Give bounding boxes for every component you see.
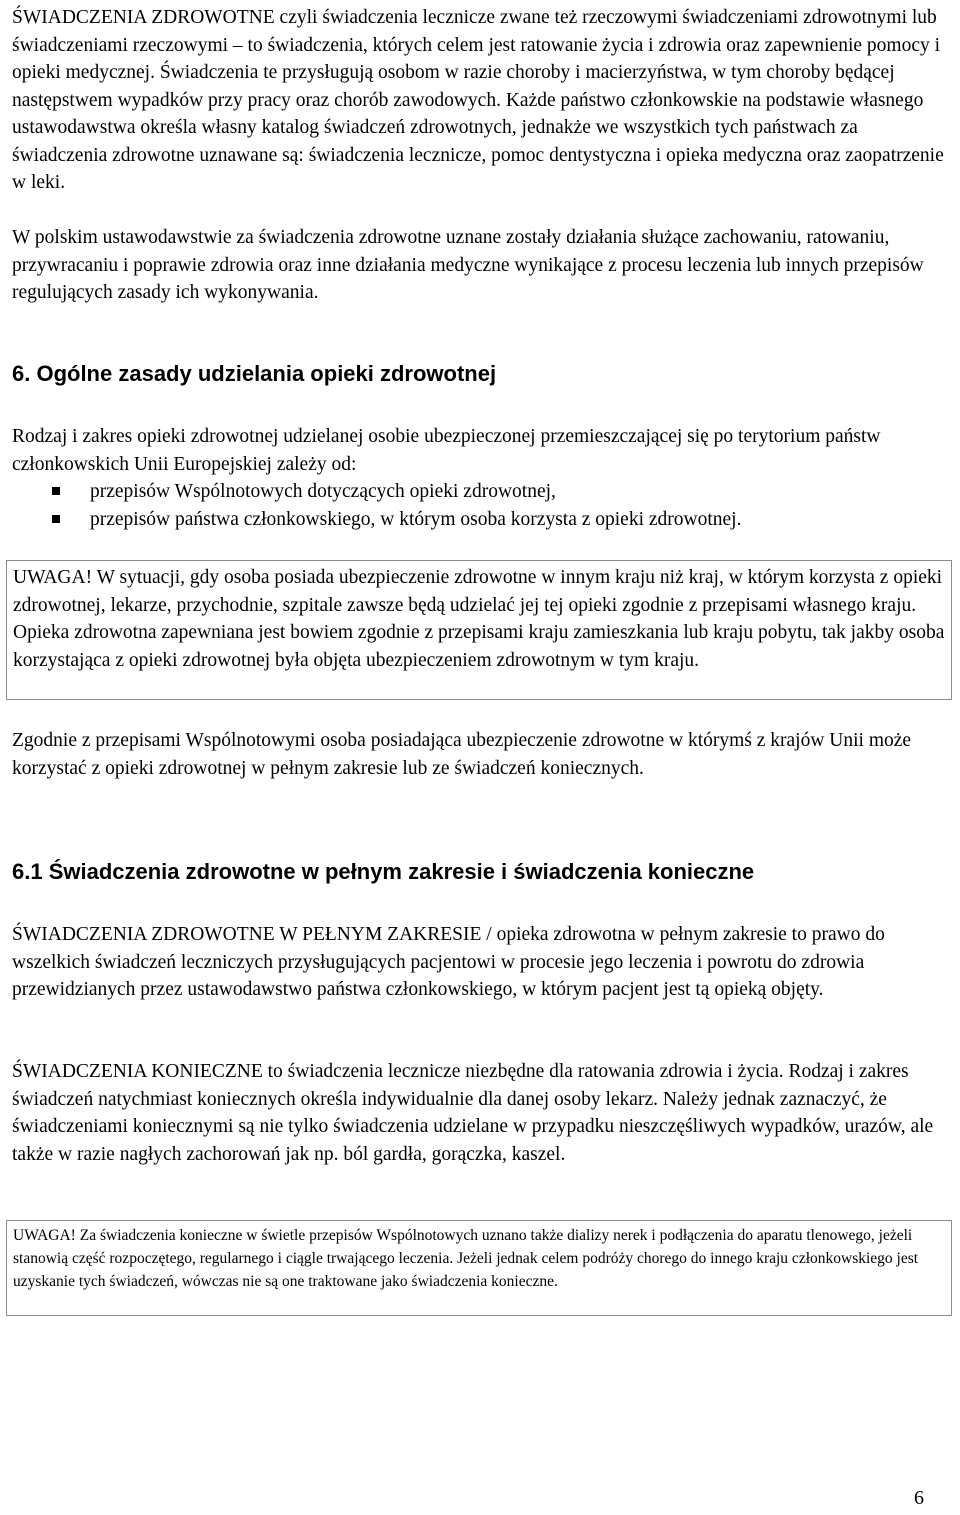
paragraph-necessary-benefits: ŚWIADCZENIA KONIECZNE to świadczenia lecznicze niezbędne dla ratowania zdrowia i życia. Rodzaj i zakres świadczeń natychmiast koniecznych określa indywidualnie dla danej osoby lekarz. Należy jednak zaznaczyć, że świadczeniami koniecznymi są nie tylko świadczenia udzielane w przypadku nieszczęśliwych wypadków, urazów, ale także w razie nagłych zachorowań jak np. ból gardła, gorączka, kaszel. [12,1061,934,1165]
list-item [12,478,948,506]
paragraph-community-rules: Zgodnie z przepisami Wspólnotowymi osoba posiadająca ubezpieczenie zdrowotne w którymś z krajów Unii może korzystać z opieki zdrowotnej w pełnym zakresie lub ze świadczeń koniecznych. [12,730,912,779]
note-box-1 [6,560,952,700]
note-box-2 [6,1220,952,1316]
list-item [12,506,948,534]
heading-section-6-1: 6.1 Świadczenia zdrowotne w pełnym zakresie i świadczenia konieczne [12,859,755,884]
paragraph-full-scope-benefits: ŚWIADCZENIA ZDROWOTNE W PEŁNYM ZAKRESIE / opieka zdrowotna w pełnym zakresie to prawo do wszelkich świadczeń leczniczych przysługujących pacjentowi w procesie jego leczenia i powrotu do zdrowia przewidzianych przez ustawodawstwo państwa członkowskiego, w którym pacjent jest tą opieką objęty. [12,924,885,1000]
note-text-2: UWAGA! Za świadczenia konieczne w świetle przepisów Wspólnotowych uznano także dializy nerek i podłączenia do aparatu tlenowego, jeżeli stanowią część rozpoczętego, regularnego i ciągle trwającego leczenia. Jeżeli jednak celem podróży chorego do innego kraju członkowskiego jest uzyskanie tych świadczeń, wówczas nie są one traktowane jako świadczenia konieczne. [13,1227,919,1290]
paragraph-polish-legislation: W polskim ustawodawstwie za świadczenia zdrowotne uznane zostały działania służące zachowaniu, ratowaniu, przywracaniu i poprawie zdrowia oraz inne działania medyczne wynikające z procesu leczenia lub innych przepisów regulujących zasady ich wykonywania. [12,227,924,303]
heading-section-6: 6. Ogólne zasady udzielania opieki zdrowotnej [12,361,497,386]
square-bullet-icon [52,515,60,523]
list-item-text: przepisów Wspólnotowych dotyczących opieki zdrowotnej, [90,481,556,502]
paragraph-health-benefits-definition: ŚWIADCZENIA ZDROWOTNE czyli świadczenia lecznicze zwane też rzeczowymi świadczeniami zdrowotnymi lub świadczeniami rzeczowymi – to świadczenia, których celem jest ratowanie życia i zdrowia oraz zapewnienie pomocy i opieki medycznej. Świadczenia te przysługują osobom w razie choroby i macierzyństwa, w tym choroby będącej następstwem wypadków przy pracy oraz chorób zawodowych. Każde państwo członkowskie na podstawie własnego ustawodawstwa określa własny katalog świadczeń zdrowotnych, jednakże we wszystkich tych państwach za świadczenia zdrowotne uznawane są: świadczenia lecznicze, pomoc dentystyczna i opieka medyczna oraz zaopatrzenie w leki. [12,7,944,193]
list-item-text: przepisów państwa członkowskiego, w którym osoba korzysta z opieki zdrowotnej. [90,508,742,530]
note-text-1: UWAGA! W sytuacji, gdy osoba posiada ubezpieczenie zdrowotne w innym kraju niż kraj, w którym korzysta z opieki zdrowotnej, lekarze, przychodnie, szpitale zawsze będą udzielać jej tej opieki zgodnie z przepisami własnego kraju. Opieka zdrowotna zapewniana jest bowiem zgodnie z przepisami kraju zamieszkania lub kraju pobytu, tak jakby osoba korzystająca z opieki zdrowotnej była objęta ubezpieczeniem zdrowotnym w tym kraju. [13,567,945,671]
square-bullet-icon [52,487,60,495]
page-number: 6 [914,1487,924,1509]
paragraph-scope-of-care: Rodzaj i zakres opieki zdrowotnej udzielanej osobie ubezpieczonej przemieszczającej się po terytorium państw członkowskich Unii Europejskiej zależy od: [12,426,881,475]
bullet-list [12,478,948,533]
